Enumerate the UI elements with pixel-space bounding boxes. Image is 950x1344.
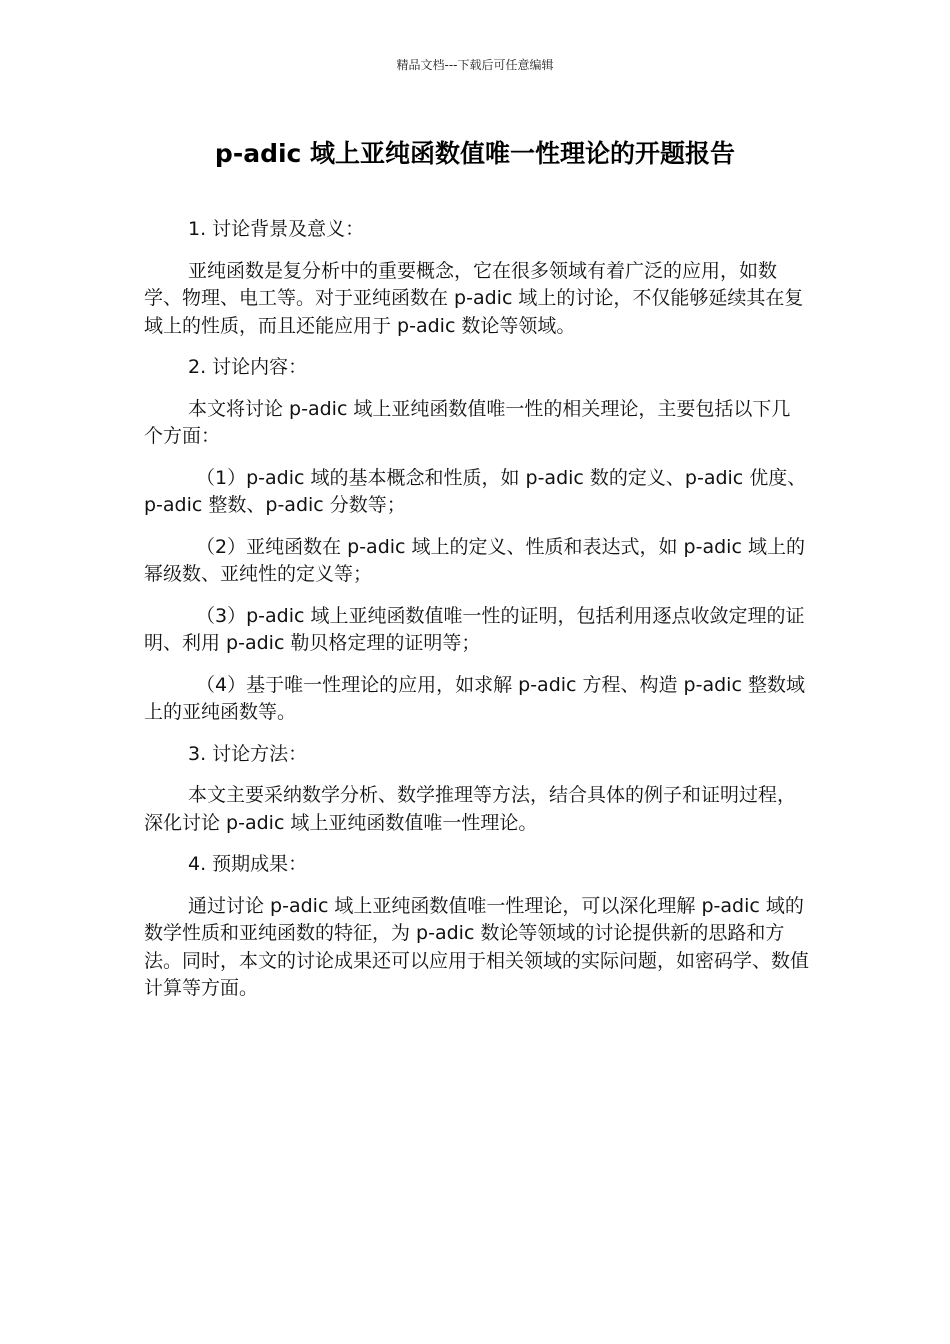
section-heading-results: 4. 预期成果：	[188, 853, 308, 875]
paragraph-content-intro: 本文将讨论 p-adic 域上亚纯函数值唯一性的相关理论，主要包括以下几个方面：	[144, 397, 791, 447]
section-heading-background: 1. 讨论背景及意义：	[188, 218, 365, 240]
list-item-content-3: （3）p-adic 域上亚纯函数值唯一性的证明，包括利用逐点收敛定理的证明、利用 p-adic 勒贝格定理的证明等；	[144, 604, 805, 654]
paragraph-background: 亚纯函数是复分析中的重要概念，它在很多领域有着广泛的应用，如数学、物理、电工等。对于亚纯函数在 p-adic 域上的讨论，不仅能够延续其在复域上的性质，而且还能应用于 p-adic 数论等领域。	[144, 259, 804, 337]
section-heading-method: 3. 讨论方法：	[188, 742, 308, 765]
document-title: p-adic 域上亚纯函数值唯一性理论的开题报告	[214, 139, 736, 168]
list-item-content-4: （4）基于唯一性理论的应用，如求解 p-adic 方程、构造 p-adic 整数域上的亚纯函数等。	[144, 673, 805, 723]
paragraph-method: 本文主要采纳数学分析、数学推理等方法，结合具体的例子和证明过程，深化讨论 p-adic 域上亚纯函数值唯一性理论。	[144, 784, 797, 834]
page-header-watermark: 精品文档---下载后可任意编辑	[396, 58, 554, 72]
section-heading-content: 2. 讨论内容：	[188, 356, 308, 378]
list-item-content-2: （2）亚纯函数在 p-adic 域上的定义、性质和表达式，如 p-adic 域上的幂级数、亚纯性的定义等；	[144, 535, 805, 585]
list-item-content-1: （1）p-adic 域的基本概念和性质，如 p-adic 数的定义、p-adic 优度、p-adic 整数、p-adic 分数等；	[144, 466, 807, 516]
paragraph-results: 通过讨论 p-adic 域上亚纯函数值唯一性理论，可以深化理解 p-adic 域的数学性质和亚纯函数的特征，为 p-adic 数论等领域的讨论提供新的思路和方法。同时，本文的讨论成果还可以应用于相关领域的实际问题，如密码学、数值计算等方面。	[144, 894, 810, 999]
document-body	[144, 216, 809, 1017]
